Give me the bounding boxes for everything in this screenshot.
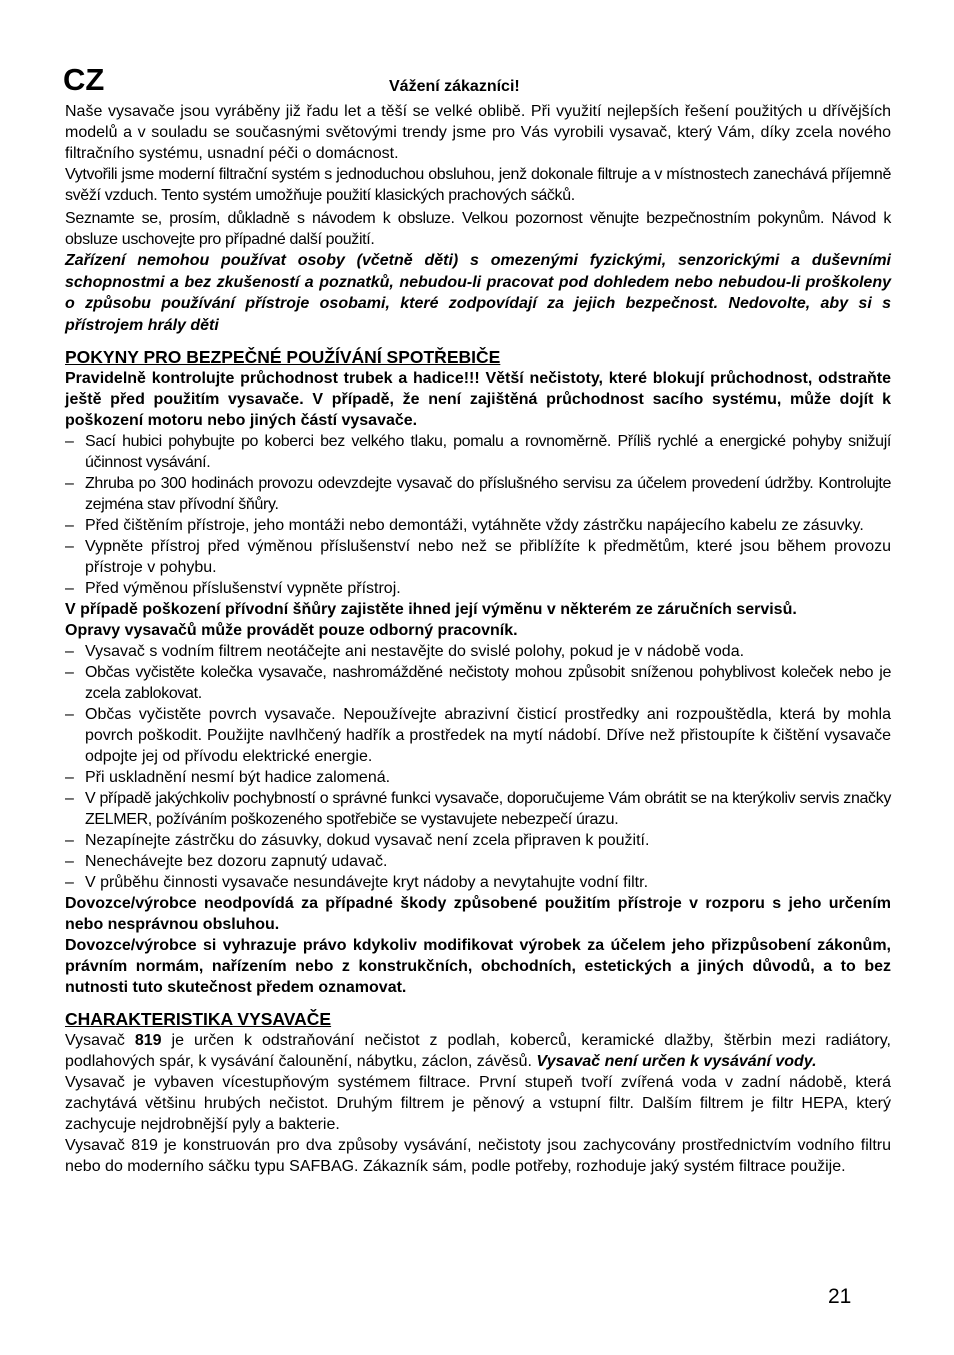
safety-warning-pipes: Pravidelně kontrolujte průchodnost trubek a hadice!!! Větší nečistoty, které blokují průchodnost, odstraňte ještě před použitím vysavače. V případě, že není zajištěná průchodnost sacího systému, může dojít k poškození motoru nebo jiných částí vysavače. — [65, 370, 891, 429]
characteristics-paragraph-3: Vysavač 819 je konstruován pro dva způsoby vysávání, nečistoty jsou zachycovány prostřednictvím vodního filtru nebo do moderního sáčku typu SAFBAG. Zákazník sám, podle potřeby, rozhoduje jaký systém filtrace použije. — [65, 1137, 891, 1175]
list-item: – V průběhu činnosti vysavače nesundávejte kryt nádoby a nevytahujte vodní filtr. — [65, 872, 891, 893]
intro-paragraph-1: Naše vysavače jsou vyráběny již řadu let a těší se velké oblibě. Při využití nejlepších řešení použitých u dřívějších modelů a v souladu se současnými světovými trendy jsme pro Vás vyrobili vysavač, který Vám, díky zcela nového filtračního systému, usnadní péči o domácnost. — [65, 103, 891, 162]
safety-list-1 — [65, 431, 891, 599]
list-item: – Zhruba po 300 hodinách provozu odevzdejte vysavač do příslušného servisu za účelem provedení údržby. Kontrolujte zejména stav přívodní šňůry. — [65, 473, 891, 515]
safety-heading: POKYNY PRO BEZPEČNÉ POUŽÍVÁNÍ SPOTŘEBIČE — [65, 347, 501, 367]
safety-warning-cord: V případě poškození přívodní šňůry zajistěte ihned její výměnu v některém ze záručních servisů. — [65, 601, 797, 618]
list-item: – Vysavač s vodním filtrem neotáčejte ani nestavějte do svislé polohy, pokud je v nádobě voda. — [65, 641, 891, 662]
intro-warning: Zařízení nemohou používat osoby (včetně děti) s omezenými fyzickými, senzorickými a duševními schopnostmi a bez zkušeností a poznatků, nebudou-li pracovat pod dohledem nebo nebudou-li proškoleny o způsobu používání přístroje osobami, které zodpovídají za jejich bezpečnost. Nedovolte, aby si s přístrojem hrály děti — [65, 252, 891, 334]
list-item: – Nenechávejte bez dozoru zapnutý udavač. — [65, 851, 891, 872]
characteristics-heading: CHARAKTERISTIKA VYSAVAČE — [65, 1009, 332, 1029]
greeting-heading: Vážení zákazníci! — [389, 78, 520, 95]
list-item: – Nezapínejte zástrčku do zásuvky, dokud vysavač není zcela připraven k použití. — [65, 830, 891, 851]
list-item: – Před výměnou příslušenství vypněte přístroj. — [65, 578, 891, 599]
model-number: 819 — [134, 1032, 162, 1049]
language-code: CZ — [63, 62, 105, 97]
list-item: – Při uskladnění nesmí být hadice zalomená. — [65, 767, 891, 788]
safety-list-2 — [65, 641, 891, 893]
safety-warning-repairs: Opravy vysavačů může provádět pouze odborný pracovník. — [65, 622, 518, 639]
modification-notice: Dovozce/výrobce si vyhrazuje právo kdykoliv modifikovat výrobek za účelem jeho přizpůsobení zákonům, právním normám, nařízením nebo z konstrukčních, obchodních, estetických a jiných důvodů, a to bez nutnosti tuto skutečnost předem oznamovat. — [65, 937, 891, 996]
intro-paragraph-2: Vytvořili jsme moderní filtrační systém s jednoduchou obsluhou, jenž dokonale filtruje a v místnostech zanechává příjemně svěží vzduch. Tento systém umožňuje použití klasických prachových sáčků. — [65, 166, 891, 204]
water-warning: Vysavač není určen k vysávání vody. — [536, 1053, 817, 1070]
characteristics-paragraph-1 — [65, 1030, 891, 1072]
list-item: – Před čištěním přístroje, jeho montáži nebo demontáži, vytáhněte vždy zástrčku napájecího kabelu ze zásuvky. — [65, 515, 891, 536]
list-item: – Sací hubici pohybujte po koberci bez velkého tlaku, pomalu a rovnoměrně. Příliš rychlé a energické pohyby snižují účinnost vysávání. — [65, 431, 891, 473]
list-item: – V případě jakýchkoliv pochybností o správné funkci vysavače, doporučujeme Vám obrátit se na kterýkoliv servis značky ZELMER, požíváním poškozeného spotřebiče se vystavujete nebezpečí úrazu. — [65, 788, 891, 830]
list-item: – Občas vyčistěte kolečka vysavače, nashromážděné nečistoty mohou způsobit sníženou pohyblivost koleček nebo je zcela zablokovat. — [65, 662, 891, 704]
page-content — [65, 101, 891, 1177]
text-span: Vysavač — [65, 1032, 135, 1049]
characteristics-paragraph-2: Vysavač je vybaven vícestupňovým systémem filtrace. První stupeň tvoří zvířená voda v zadní nádobě, která zachytává většinu hrubých nečistot. Druhým filtrem je pěnový a vstupní filtr. Dalším filtrem je filtr HEPA, který zachycuje nejdrobnější pyly a bakterie. — [65, 1074, 891, 1133]
liability-notice: Dovozce/výrobce neodpovídá za případné škody způsobené použitím přístroje v rozporu s jeho určením nebo nesprávnou obsluhou. — [65, 895, 891, 933]
intro-paragraph-3: Seznamte se, prosím, důkladně s návodem k obsluze. Velkou pozornost věnujte bezpečnostním pokynům. Návod k obsluze uschovejte pro případné další použití. — [65, 210, 891, 248]
text-span: je určen k odstraňování nečistot z podlah, koberců, keramické dlažby, štěrbin mezi radiátory, podlahových spár, k vysávání čalounění, nábytku, záclon, závěsů. — [65, 1032, 891, 1070]
list-item: – Občas vyčistěte povrch vysavače. Nepoužívejte abrazivní čisticí prostředky ani rozpouštědla, která by mohla povrch poškodit. Použijte navlhčený hadřík a prostředek na mytí nádobí. Dříve než přistoupíte k čištění vysavače odpojte jej od přívodu elektrické energie. — [65, 704, 891, 767]
page-number: 21 — [828, 1285, 852, 1308]
list-item: – Vypněte přístroj před výměnou příslušenství nebo než se přiblížíte k předmětům, které jsou během provozu přístroje v pohybu. — [65, 536, 891, 578]
